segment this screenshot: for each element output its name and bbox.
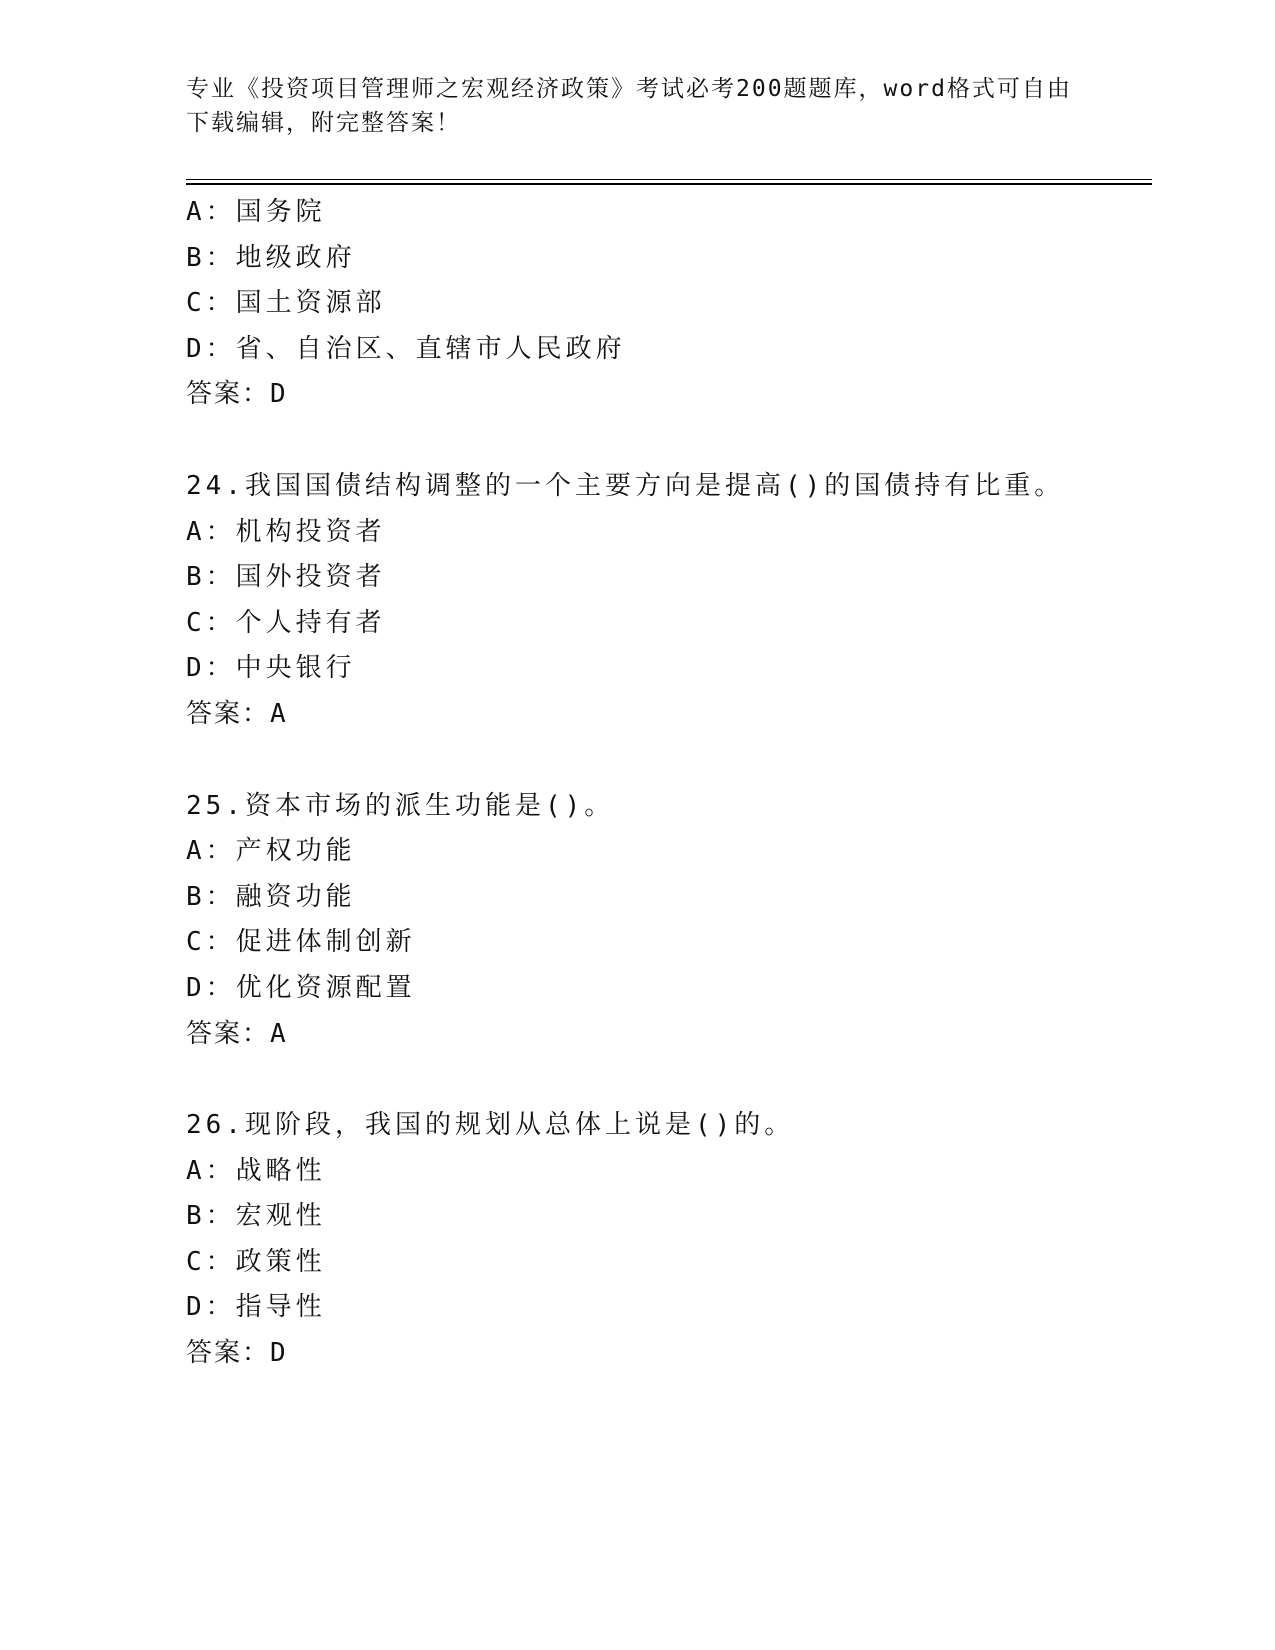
header-divider-bottom bbox=[186, 183, 1152, 185]
option-d: D：指导性 bbox=[186, 1292, 326, 1323]
option-a: A：国务院 bbox=[186, 197, 326, 227]
option-c: C：个人持有者 bbox=[186, 607, 386, 638]
option-b: B：宏观性 bbox=[186, 1201, 326, 1232]
option-d: D：优化资源配置 bbox=[186, 972, 416, 1003]
question-block bbox=[186, 1103, 1146, 1377]
header-title-line-1: 专业《投资项目管理师之宏观经济政策》考试必考200题题库，word格式可自由 bbox=[186, 76, 1072, 102]
option-b: B：融资功能 bbox=[186, 881, 356, 912]
block-spacer bbox=[186, 418, 1146, 464]
option-b: B：国外投资者 bbox=[186, 562, 386, 593]
document-header bbox=[186, 72, 1086, 140]
question-text: 26.现阶段，我国的规划从总体上说是()的。 bbox=[186, 1110, 795, 1141]
block-spacer bbox=[186, 1057, 1146, 1103]
question-text: 24.我国国债结构调整的一个主要方向是提高()的国债持有比重。 bbox=[186, 470, 1065, 501]
answer-line: 答案：A bbox=[186, 698, 288, 729]
header-title-line-2: 下载编辑，附完整答案！ bbox=[186, 110, 461, 136]
answer-line: 答案：D bbox=[186, 1338, 288, 1369]
option-c: C：国土资源部 bbox=[186, 288, 386, 319]
block-spacer bbox=[186, 738, 1146, 784]
question-block bbox=[186, 464, 1146, 738]
answer-line: 答案：A bbox=[186, 1018, 288, 1049]
option-b: B：地级政府 bbox=[186, 242, 356, 273]
option-a: A：机构投资者 bbox=[186, 516, 386, 547]
question-text: 25.资本市场的派生功能是()。 bbox=[186, 790, 615, 821]
question-block bbox=[186, 190, 1146, 418]
option-a: A：产权功能 bbox=[186, 836, 356, 867]
option-a: A：战略性 bbox=[186, 1155, 326, 1186]
option-d: D：省、自治区、直辖市人民政府 bbox=[186, 333, 626, 364]
answer-line: 答案：D bbox=[186, 379, 288, 410]
question-list bbox=[186, 190, 1146, 1377]
option-d: D：中央银行 bbox=[186, 653, 356, 684]
option-c: C：政策性 bbox=[186, 1246, 326, 1277]
question-block bbox=[186, 784, 1146, 1058]
option-c: C：促进体制创新 bbox=[186, 927, 416, 958]
header-divider-top bbox=[186, 179, 1152, 180]
